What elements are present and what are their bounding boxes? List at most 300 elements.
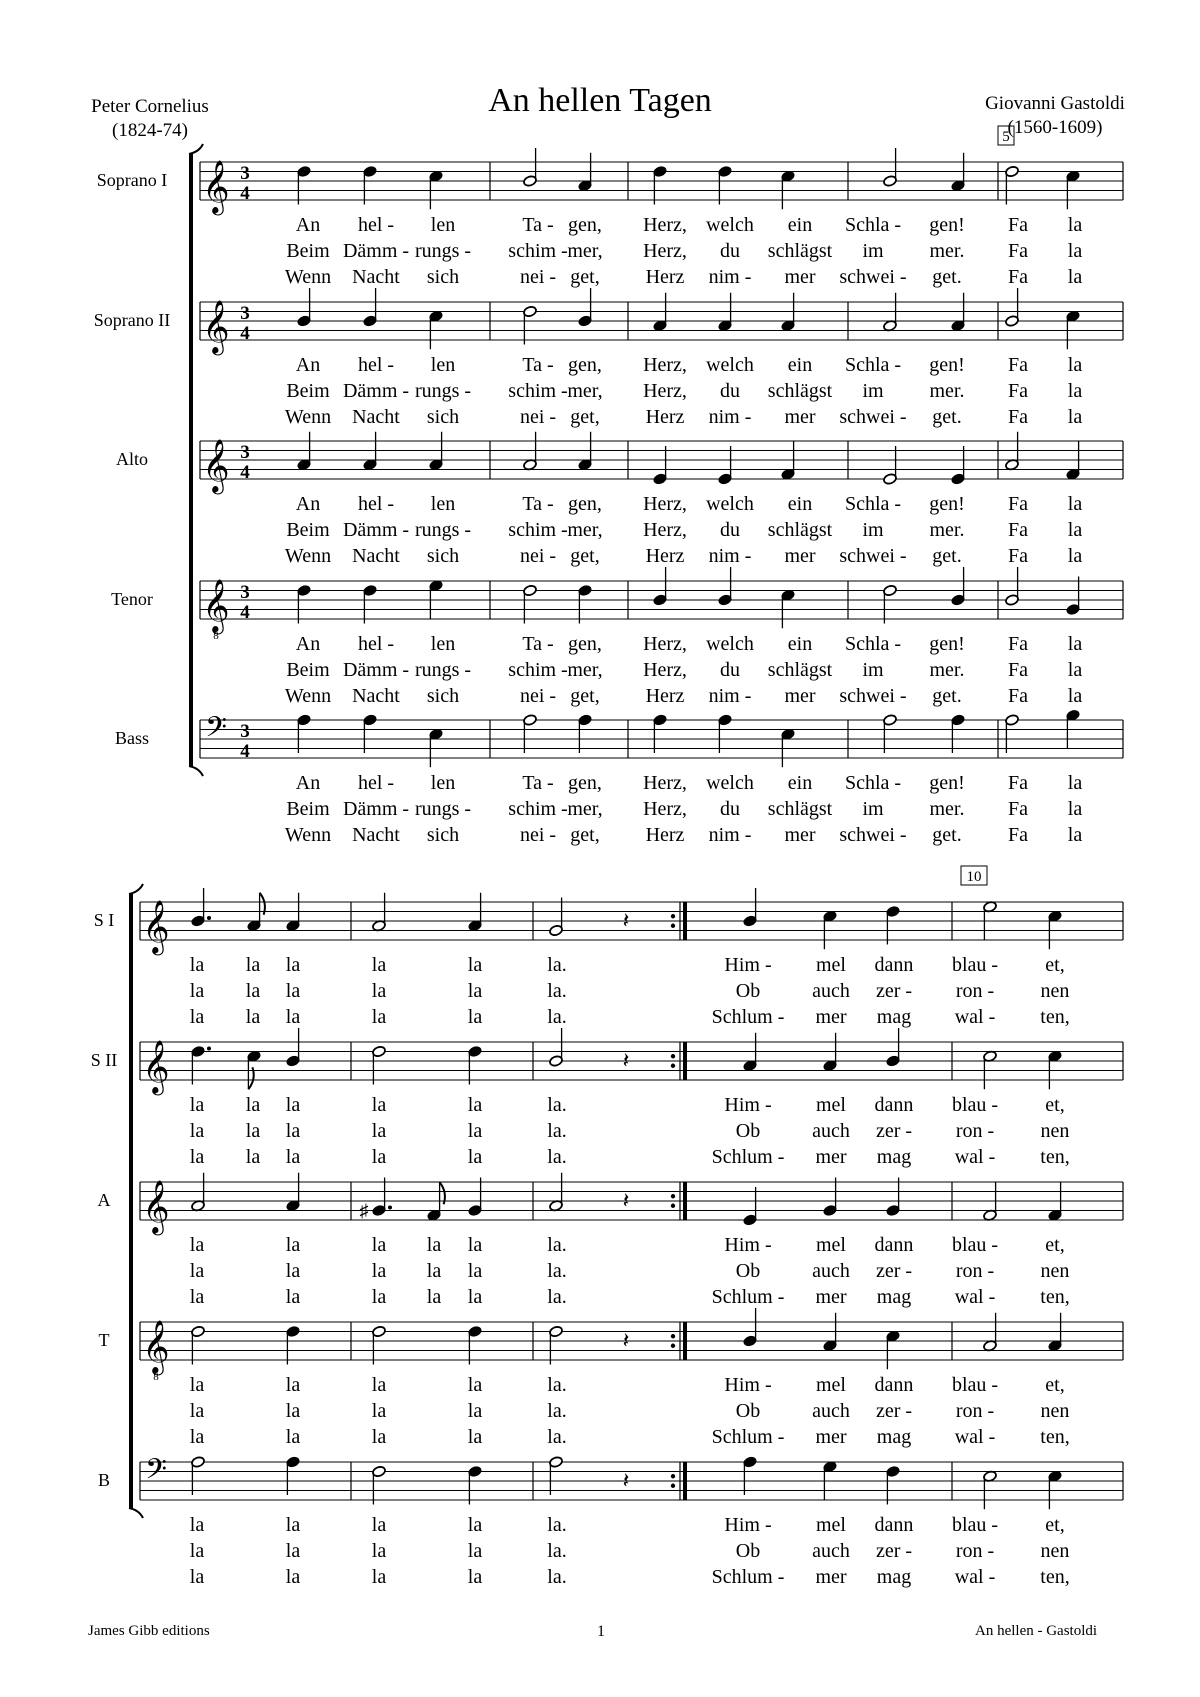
lyric-syllable: schwei - (839, 545, 907, 567)
half-note (372, 893, 387, 932)
quarter-note (718, 165, 733, 204)
lyric-syllable: auch (812, 1400, 850, 1422)
lyric-syllable: hel - (357, 633, 395, 655)
bracket-bottom-hook (189, 766, 203, 776)
lyric-syllable: la (1067, 772, 1083, 794)
lyric-syllable: wal - (954, 1006, 996, 1028)
lyric-syllable: ein (787, 214, 813, 236)
lyric-syllable: gen! (929, 214, 965, 236)
lyric-syllable: mer, (567, 240, 603, 262)
staff-label: Soprano II (93, 310, 171, 330)
lyric-syllable: im (862, 240, 884, 262)
lyric-syllable: du (720, 659, 740, 681)
quarter-note (297, 584, 312, 623)
lyric-syllable: ein (787, 772, 813, 794)
lyric-syllable: la (1067, 633, 1083, 655)
lyric-syllable: Schla - (844, 214, 902, 236)
quarter-note (297, 432, 312, 471)
lyric-syllable: mer (784, 685, 816, 707)
treble-clef-icon: 𝄞 (142, 901, 170, 952)
half-note (983, 1182, 998, 1221)
bar-number: 10 (966, 869, 982, 885)
quarter-note (297, 288, 312, 327)
lyric-syllable: la (245, 954, 261, 976)
half-note (1005, 714, 1020, 753)
lyric-syllable: la (189, 1006, 205, 1028)
quarter-note (1048, 1050, 1063, 1089)
lyric-syllable: la (245, 1146, 261, 1168)
lyric-syllable: mer (784, 824, 816, 846)
lyric-syllable: Fa (1008, 406, 1028, 428)
lyric-syllable: la. (547, 1006, 567, 1028)
repeat-dot (671, 1484, 675, 1488)
lyric-syllable: Herz (645, 266, 685, 288)
treble-clef-icon: 𝄞 (202, 580, 230, 631)
repeat-dot (671, 1474, 675, 1478)
lyric-syllable: la (189, 980, 205, 1002)
lyric-syllable: gen, (568, 354, 602, 376)
lyric-syllable: ein (787, 493, 813, 515)
lyric-syllable: la (371, 1120, 387, 1142)
lyric-syllable: Ta - (522, 633, 554, 655)
lyric-syllable: zer - (875, 1540, 913, 1562)
lyric-syllable: la. (547, 1234, 567, 1256)
lyric-syllable: get. (932, 545, 962, 567)
lyric-syllable: Fa (1008, 685, 1028, 707)
quarter-note (363, 714, 378, 753)
quarter-note (578, 584, 593, 623)
half-note (883, 446, 898, 485)
lyric-syllable: Ob (735, 1400, 761, 1422)
lyric-syllable: la. (547, 1566, 567, 1588)
lyric-syllable: gen! (929, 354, 965, 376)
lyric-syllable: nei - (519, 824, 557, 846)
lyric-syllable: Wenn (284, 406, 332, 428)
lyric-syllable: Fa (1008, 493, 1028, 515)
lyric-syllable: Dämm - (342, 240, 410, 262)
lyric-syllable: Fa (1008, 214, 1028, 236)
lyric-syllable: gen! (929, 772, 965, 794)
half-note (1005, 432, 1020, 471)
half-note (1005, 165, 1020, 204)
lyric-syllable: ron - (955, 1120, 995, 1142)
lyric-syllable: la (189, 1400, 205, 1422)
lyric-syllable: la (1067, 545, 1083, 567)
lyric-syllable: schim - (508, 659, 568, 681)
quarter-note (286, 1456, 301, 1495)
lyric-syllable: Schlum - (711, 1006, 785, 1028)
lyric-syllable: Fa (1008, 798, 1028, 820)
half-note (549, 1456, 564, 1495)
lyric-syllable: la (467, 1234, 483, 1256)
lyric-syllable: mer (815, 1426, 847, 1448)
lyric-syllable: du (720, 519, 740, 541)
lyric-syllable: ten, (1040, 1426, 1070, 1448)
lyric-syllable: get, (570, 824, 600, 846)
lyric-syllable: Dämm - (342, 380, 410, 402)
lyric-syllable: la (1067, 354, 1083, 376)
quarter-note (1048, 910, 1063, 949)
staff-label: Alto (115, 449, 149, 469)
half-note (883, 584, 898, 623)
lyric-syllable: la. (547, 1374, 567, 1396)
lyric-syllable: la (189, 1094, 205, 1116)
quarter-note (286, 1028, 301, 1067)
lyric-syllable: hel - (357, 214, 395, 236)
eighth-note (427, 1182, 445, 1221)
lyric-syllable: gen! (929, 493, 965, 515)
quarter-note (286, 1173, 301, 1212)
lyric-syllable: la (285, 1540, 301, 1562)
lyric-syllable: sich (426, 685, 460, 707)
treble-clef-icon: 𝄞 (142, 1181, 170, 1232)
lyric-syllable: Herz, (643, 380, 687, 402)
staff-label: Soprano I (96, 170, 168, 190)
lyric-syllable: hel - (357, 772, 395, 794)
quarter-note (718, 714, 733, 753)
lyric-syllable: la (285, 1260, 301, 1282)
augmentation-dot (207, 916, 211, 920)
publisher-credit: James Gibb editions (88, 1623, 210, 1639)
lyric-syllable: mer (784, 406, 816, 428)
octave-marker: 8 (213, 630, 219, 642)
half-note (883, 148, 898, 187)
lyric-syllable: la (467, 1006, 483, 1028)
half-note (191, 1173, 206, 1212)
lyric-syllable: mag (876, 1146, 912, 1168)
lyric-syllable: ron - (955, 980, 995, 1002)
lyric-syllable: Nacht (352, 824, 400, 846)
lyric-syllable: la. (547, 1120, 567, 1142)
lyric-syllable: Fa (1008, 380, 1028, 402)
lyric-syllable: la (371, 1426, 387, 1448)
lyric-syllable: wal - (954, 1566, 996, 1588)
lyric-syllable: la (245, 1120, 261, 1142)
lyric-syllable: la (1067, 266, 1083, 288)
lyric-syllable: welch (706, 214, 754, 236)
treble-clef-icon: 𝄞 (202, 301, 230, 352)
quarter-note (781, 589, 796, 628)
lyric-syllable: la (285, 1426, 301, 1448)
half-note (372, 1465, 387, 1504)
quarter-note (886, 1330, 901, 1369)
half-note (549, 1325, 564, 1364)
lyric-syllable: get. (932, 685, 962, 707)
lyric-syllable: la (467, 1094, 483, 1116)
lyric-syllable: Him - (724, 1374, 772, 1396)
lyric-syllable: dann (874, 954, 914, 976)
lyric-syllable: hel - (357, 354, 395, 376)
lyric-syllable: Beim (286, 798, 330, 820)
composer-name: Giovanni Gastoldi (985, 93, 1125, 114)
quarter-note (781, 441, 796, 480)
lyric-syllable: dann (874, 1234, 914, 1256)
lyric-syllable: Ob (735, 1120, 761, 1142)
lyric-syllable: ten, (1040, 1286, 1070, 1308)
lyric-syllable: Ob (735, 1260, 761, 1282)
lyric-syllable: Him - (724, 1234, 772, 1256)
staff-label: Bass (114, 728, 150, 748)
lyric-syllable: Herz, (643, 493, 687, 515)
half-note (191, 1325, 206, 1364)
lyric-syllable: la. (547, 1514, 567, 1536)
lyric-syllable: la (467, 1426, 483, 1448)
lyric-syllable: Schlum - (711, 1566, 785, 1588)
lyric-syllable: auch (812, 1260, 850, 1282)
lyric-syllable: ein (787, 354, 813, 376)
lyric-syllable: get. (932, 406, 962, 428)
quarter-note (951, 567, 966, 606)
quarter-note (297, 165, 312, 204)
lyric-syllable: la (1067, 685, 1083, 707)
lyric-syllable: la. (547, 1540, 567, 1562)
lyric-syllable: schlägst (767, 519, 833, 541)
lyric-syllable: mer, (567, 798, 603, 820)
quarter-note (468, 1178, 483, 1217)
lyric-syllable: get, (570, 406, 600, 428)
half-note (983, 1050, 998, 1089)
lyric-syllable: la (467, 1374, 483, 1396)
lyric-syllable: la (285, 1514, 301, 1536)
lyric-syllable: welch (706, 354, 754, 376)
lyric-syllable: mer (784, 545, 816, 567)
lyric-syllable: blau - (951, 954, 999, 976)
lyric-syllable: mer (815, 1146, 847, 1168)
lyric-syllable: nen (1040, 1260, 1070, 1282)
quarter-note (363, 584, 378, 623)
quarter-note (743, 888, 758, 927)
lyric-syllable: Him - (724, 1094, 772, 1116)
lyric-syllable: len (430, 354, 456, 376)
lyric-syllable: im (862, 798, 884, 820)
quarter-note (1048, 1313, 1063, 1352)
repeat-dot (671, 1344, 675, 1348)
lyric-syllable: la (371, 980, 387, 1002)
quarter-note (468, 1045, 483, 1084)
lyric-syllable: la (371, 1400, 387, 1422)
lyric-syllable: la (189, 1566, 205, 1588)
quarter-note (951, 153, 966, 192)
lyric-syllable: mer. (929, 798, 965, 820)
lyricist-name: Peter Cornelius (91, 96, 209, 117)
quarter-note (951, 714, 966, 753)
lyric-syllable: Fa (1008, 266, 1028, 288)
lyric-syllable: wal - (954, 1426, 996, 1448)
quarter-note (1066, 709, 1081, 748)
lyric-syllable: get. (932, 266, 962, 288)
lyric-syllable: la (1067, 824, 1083, 846)
lyric-syllable: Him - (724, 1514, 772, 1536)
lyric-syllable: im (862, 659, 884, 681)
quarter-note (429, 310, 444, 349)
quarter-note (886, 1028, 901, 1067)
quarter-note (653, 567, 668, 606)
lyric-syllable: Fa (1008, 772, 1028, 794)
eighth-note (247, 893, 265, 932)
lyric-syllable: Ta - (522, 214, 554, 236)
lyric-syllable: len (430, 633, 456, 655)
lyric-syllable: la (467, 1400, 483, 1422)
lyric-syllable: la (189, 1286, 205, 1308)
lyric-syllable: la (1067, 380, 1083, 402)
lyric-syllable: An (295, 214, 321, 236)
quarter-note (653, 165, 668, 204)
quarter-note (653, 714, 668, 753)
time-signature-bottom: 4 (240, 602, 250, 623)
lyric-syllable: zer - (875, 1120, 913, 1142)
quarter-note (886, 1178, 901, 1217)
lyric-syllable: la (371, 1286, 387, 1308)
quarter-note (578, 288, 593, 327)
lyric-syllable: la (467, 1120, 483, 1142)
lyric-syllable: la (467, 1566, 483, 1588)
quarter-note (781, 293, 796, 332)
lyric-syllable: schwei - (839, 824, 907, 846)
staff-label: Tenor (111, 589, 153, 609)
lyric-syllable: ten, (1040, 1566, 1070, 1588)
quarter-note (951, 446, 966, 485)
lyric-syllable: mel (816, 1094, 846, 1116)
half-note (523, 432, 538, 471)
lyric-syllable: Wenn (284, 266, 332, 288)
lyric-syllable: Herz (645, 545, 685, 567)
lyric-syllable: Herz, (643, 772, 687, 794)
lyric-syllable: nei - (519, 406, 557, 428)
staff-label: A (97, 1190, 111, 1210)
lyric-syllable: get. (932, 824, 962, 846)
lyric-syllable: Ta - (522, 493, 554, 515)
lyric-syllable: mer, (567, 659, 603, 681)
lyric-syllable: la (189, 1234, 205, 1256)
augmentation-dot (207, 1047, 211, 1051)
lyric-syllable: du (720, 240, 740, 262)
lyric-syllable: schim - (508, 240, 568, 262)
quarter-note (1066, 577, 1081, 616)
lyric-syllable: Schla - (844, 633, 902, 655)
quarter-note (429, 580, 444, 619)
lyric-syllable: sich (426, 406, 460, 428)
lyric-syllable: zer - (875, 1260, 913, 1282)
bracket-top-hook (189, 144, 203, 154)
lyric-syllable: ron - (955, 1260, 995, 1282)
lyric-syllable: la (285, 1234, 301, 1256)
half-note (983, 1470, 998, 1509)
quarter-note (743, 1033, 758, 1072)
lyric-syllable: hel - (357, 493, 395, 515)
time-signature-bottom: 4 (240, 183, 250, 204)
lyric-syllable: la. (547, 980, 567, 1002)
lyric-syllable: la (285, 1006, 301, 1028)
half-note (549, 1173, 564, 1212)
quarter-note (468, 1465, 483, 1504)
lyric-syllable: la (371, 1514, 387, 1536)
lyric-syllable: la (285, 1400, 301, 1422)
lyric-syllable: la (189, 1514, 205, 1536)
quarter-rest-icon: 𝄽 (622, 1328, 630, 1353)
lyric-syllable: blau - (951, 1514, 999, 1536)
quarter-note (781, 728, 796, 767)
quarter-note (578, 432, 593, 471)
lyric-syllable: la. (547, 1426, 567, 1448)
lyric-syllable: la (189, 1426, 205, 1448)
repeat-dot (671, 1054, 675, 1058)
lyric-syllable: Herz, (643, 354, 687, 376)
lyric-syllable: len (430, 214, 456, 236)
page-title: An hellen Tagen (488, 82, 712, 119)
lyric-syllable: mel (816, 1234, 846, 1256)
treble-clef-icon: 𝄞 (202, 440, 230, 491)
quarter-rest-icon: 𝄽 (622, 1188, 630, 1213)
lyric-syllable: mag (876, 1286, 912, 1308)
lyric-syllable: Wenn (284, 545, 332, 567)
quarter-note (429, 728, 444, 767)
lyric-syllable: la (467, 1286, 483, 1308)
lyric-syllable: la (1067, 406, 1083, 428)
lyric-syllable: la (1067, 519, 1083, 541)
quarter-note (363, 288, 378, 327)
lyric-syllable: Fa (1008, 659, 1028, 681)
lyric-syllable: Herz, (643, 240, 687, 262)
lyric-syllable: Fa (1008, 633, 1028, 655)
lyric-syllable: Schla - (844, 772, 902, 794)
time-signature-bottom: 4 (240, 323, 250, 344)
time-signature-top: 3 (240, 303, 250, 324)
lyric-syllable: Beim (286, 659, 330, 681)
half-note (883, 714, 898, 753)
quarter-note (743, 1456, 758, 1495)
lyric-syllable: nim - (708, 266, 752, 288)
lyric-syllable: zer - (875, 1400, 913, 1422)
lyric-syllable: Fa (1008, 354, 1028, 376)
quarter-note (653, 293, 668, 332)
lyric-syllable: blau - (951, 1374, 999, 1396)
lyric-syllable: la (285, 1094, 301, 1116)
lyric-syllable: Herz, (643, 798, 687, 820)
lyric-syllable: An (295, 354, 321, 376)
quarter-note (429, 170, 444, 209)
lyric-syllable: Dämm - (342, 659, 410, 681)
lyric-syllable: Ob (735, 980, 761, 1002)
lyric-syllable: mag (876, 1566, 912, 1588)
lyric-syllable: Herz, (643, 659, 687, 681)
lyric-syllable: la (371, 1006, 387, 1028)
lyric-syllable: la (245, 980, 261, 1002)
lyric-syllable: ron - (955, 1400, 995, 1422)
half-note (523, 148, 538, 187)
lyric-syllable: Him - (724, 954, 772, 976)
lyric-syllable: schlägst (767, 380, 833, 402)
lyric-syllable: nim - (708, 406, 752, 428)
time-signature-top: 3 (240, 582, 250, 603)
quarter-note (823, 1033, 838, 1072)
running-title: An hellen - Gastoldi (975, 1623, 1098, 1639)
lyric-syllable: la (371, 1260, 387, 1282)
repeat-dot (671, 1194, 675, 1198)
lyric-syllable: nim - (708, 685, 752, 707)
lyric-syllable: Schlum - (711, 1426, 785, 1448)
lyric-syllable: An (295, 493, 321, 515)
lyric-syllable: rungs - (414, 519, 472, 541)
quarter-note (578, 153, 593, 192)
lyric-syllable: auch (812, 1120, 850, 1142)
lyric-syllable: schlägst (767, 659, 833, 681)
quarter-note (886, 1465, 901, 1504)
lyric-syllable: et, (1045, 1514, 1065, 1536)
treble-clef-icon: 𝄞 (142, 1321, 170, 1372)
lyric-syllable: ron - (955, 1540, 995, 1562)
time-signature-bottom: 4 (240, 462, 250, 483)
lyric-syllable: la (189, 1146, 205, 1168)
